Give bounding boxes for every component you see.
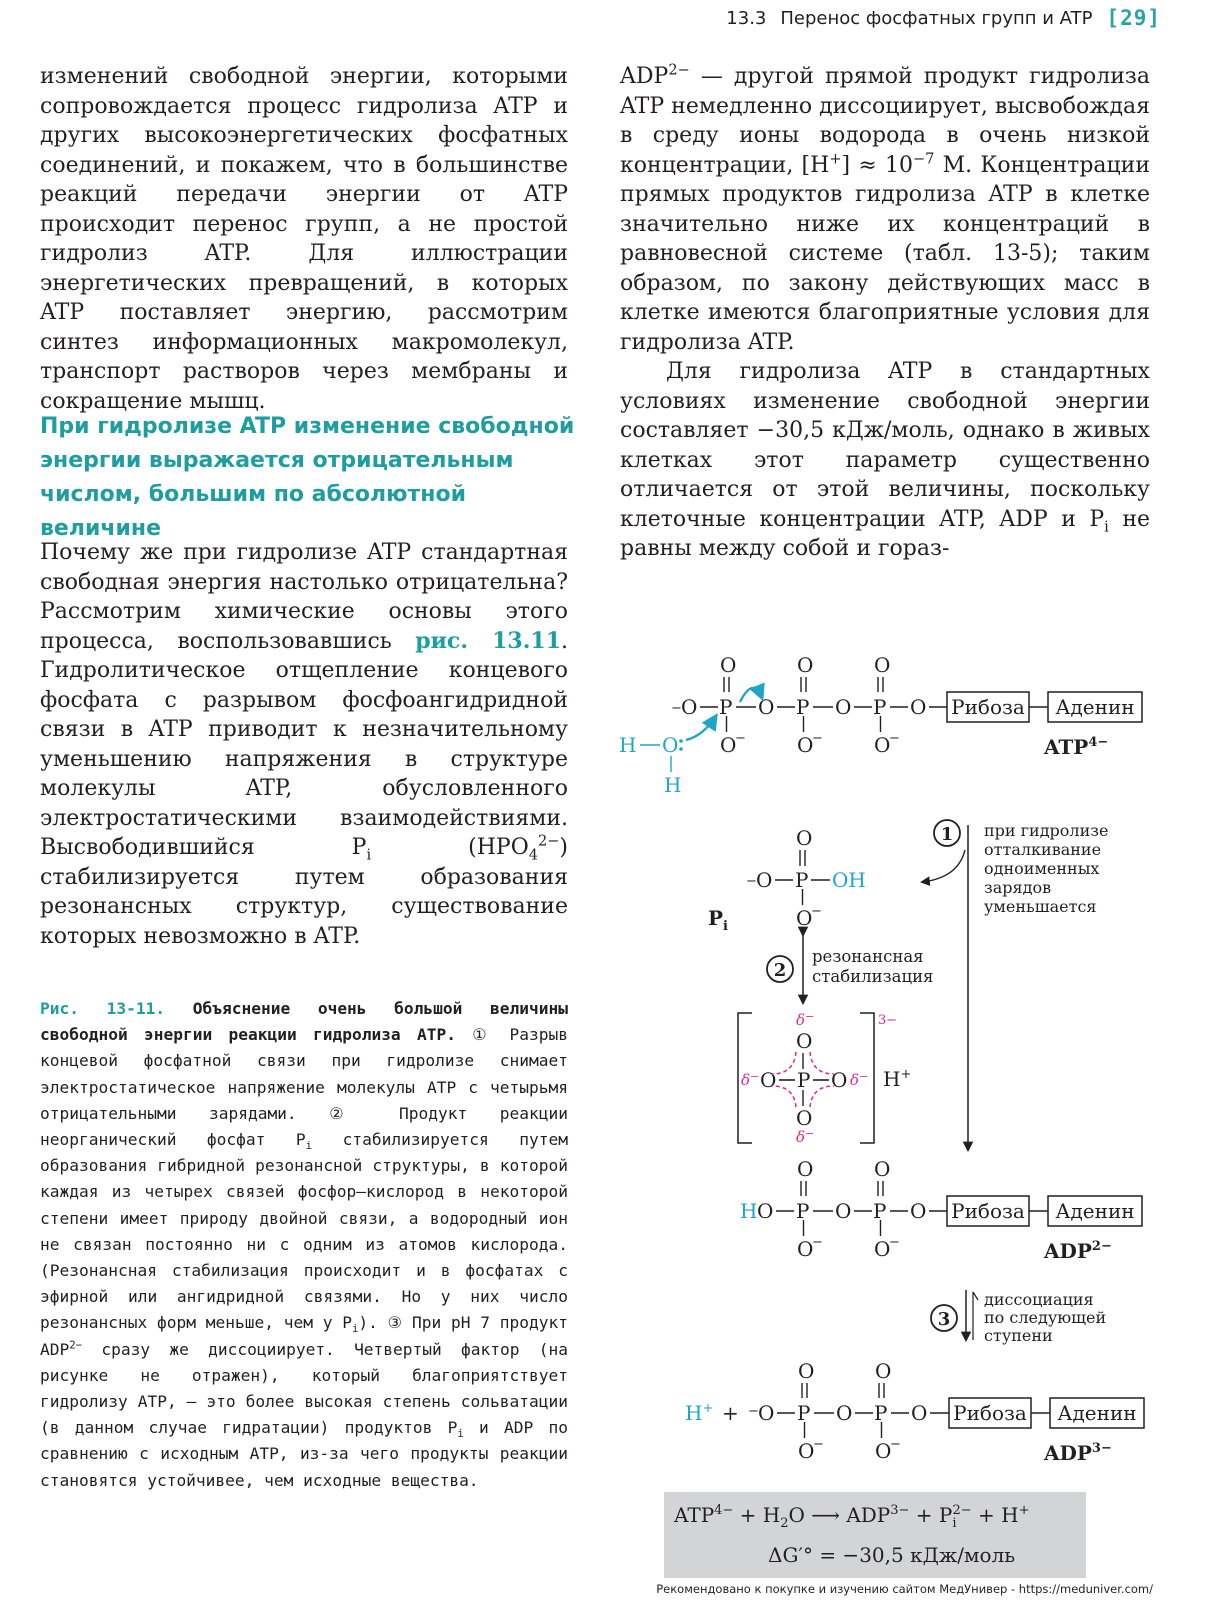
svg-text:δ−: δ− [796, 1127, 815, 1146]
right-p1-text: $ADP^{2-}$ — другой прямой продукт гидролиза ATP немедленно диссоциирует, высвобождая в среду ионы водорода в очень низкой концентрации, $[H^+] \approx 10^{-7}$ M. Концентрации прямых продуктов гидролиза ATP в клетке значительно ниже их концентраций в равновесной системе (табл. 13-5); таким образом, по закону действующих масс в клетке имеются благоприятные условия для гидролиза ATP. [620, 62, 1150, 355]
svg-text:Аденин: Аденин [1055, 1199, 1135, 1223]
section-number: 13.3 [726, 7, 767, 29]
section-title: Перенос фосфатных групп и ATP [780, 7, 1093, 29]
svg-text:O: O [910, 1199, 927, 1223]
atp-structure [619, 653, 1142, 797]
svg-text:ступени: ступени [984, 1326, 1053, 1345]
svg-text:зарядов: зарядов [984, 878, 1052, 897]
svg-text:H: H [619, 733, 637, 757]
svg-text:O: O [835, 695, 852, 719]
svg-text:O: O [875, 1359, 892, 1383]
svg-text:+: + [722, 1401, 739, 1425]
resonance-hybrid [738, 1010, 911, 1146]
svg-text:ADP3−: $ADP^{3-}$ [1044, 1441, 1112, 1465]
svg-text:ADP2−: $ADP^{2-}$ [1044, 1239, 1112, 1263]
caption-label: Рис. 13-11. [40, 999, 166, 1018]
svg-text:−: − [812, 731, 823, 746]
svg-text:O: O [797, 1157, 814, 1181]
pi-structure [708, 826, 866, 934]
left-p1-text: изменений свободной энергии, которыми сопровождается процесс гидролиза ATP и других высокоэнергетических фосфатных соединений, и покажем, что в большинстве реакций передачи энергии от ATP происходит перенос групп, а не простой гидролиз ATP. Для иллюстрации энергетических превращений, в которых ATP поставляет энергию, рассмотрим синтез информационных макромолекул, транспорт растворов через мембраны и сокращение мышц. [40, 64, 568, 414]
svg-text:O: O [798, 1359, 815, 1383]
svg-text:Pi: $P_i$ [708, 906, 728, 934]
svg-text:−: − [735, 731, 746, 746]
left-paragraph-2 [40, 538, 568, 951]
svg-text:P: P [797, 1401, 811, 1425]
svg-text:Аденин: Аденин [1057, 1401, 1137, 1425]
svg-text:O: O [835, 1199, 852, 1223]
svg-text:O: O [797, 653, 814, 677]
adp3-structure [685, 1359, 1144, 1465]
svg-text:O: O [874, 1157, 891, 1181]
svg-text:O: O [756, 868, 773, 892]
svg-text:O: O [758, 1401, 775, 1425]
atp-hydrolysis-figure [600, 640, 1160, 1490]
svg-text:O: O [875, 1439, 892, 1463]
svg-text:O: O [831, 1068, 848, 1092]
svg-text:H: H [664, 773, 682, 797]
svg-text:3−: 3− [878, 1013, 898, 1028]
svg-text:P: P [795, 868, 809, 892]
adenine-label: Аденин [1055, 695, 1135, 719]
equation-line-2: ΔG′° = −30,5 кДж/моль [768, 1543, 1016, 1567]
svg-text:при гидролизе: при гидролизе [984, 821, 1109, 840]
svg-text:H+: H+ [883, 1067, 912, 1091]
svg-text:O: O [758, 695, 775, 719]
svg-text:O: O [796, 1029, 813, 1053]
section-heading: При гидролизе ATP изменение свободной энергии выражается отрицательным числом, большим по абсолютной величине [40, 414, 575, 541]
svg-text:−: − [890, 1437, 901, 1452]
svg-text:δ−: δ− [741, 1070, 760, 1089]
right-p2-text: Для гидролиза ATP в стандартных условиях изменение свободной энергии составляет −30,5 кДж/моль, однако в живых клетках этот параметр существенно отличается от этой величины, поскольку клеточные концентрации ATP, ADP и $P_i$ не равны между собой и гораз- [620, 359, 1150, 561]
svg-text:Рибоза: Рибоза [953, 1401, 1027, 1425]
adp2-structure [740, 1157, 1142, 1263]
equation-line-1: $ATP^{4-} + H_2O$ ⟶ $ADP^{3-} + P_i2- + H^+$ [674, 1503, 1030, 1531]
svg-text:ATP4−: $ATP^{4-}$ [1044, 735, 1109, 759]
svg-text:P: P [796, 695, 810, 719]
svg-text:O: O [911, 1401, 928, 1425]
svg-text:O: O [760, 1068, 777, 1092]
svg-text:O: O [910, 695, 927, 719]
svg-text:уменьшается: уменьшается [984, 897, 1097, 916]
svg-text:−: − [889, 1235, 900, 1250]
svg-text:δ−: δ− [796, 1010, 815, 1029]
svg-text:1: 1 [940, 824, 954, 845]
svg-text:OH: OH [832, 868, 866, 892]
svg-text:O: O [797, 733, 814, 757]
svg-text:O: O [836, 1401, 853, 1425]
svg-text:O: O [798, 1439, 815, 1463]
left-paragraph-1 [40, 62, 568, 416]
ribose-label: Рибоза [951, 695, 1025, 719]
svg-text:O: O [720, 733, 737, 757]
svg-text:стабилизация: стабилизация [812, 967, 934, 986]
figure-caption: Рис. 13-11. Объяснение очень большой величины свободной энергии реакции гидролиза ATP. ① Разрыв концевой фосфатной связи при гидролизе снимает электростатическое напряжение молекулы ATP с четырьмя отрицательными зарядами. ② Продукт реакции неорганический фосфат $P_i$ стабилизируется путем образования гибридной резонансной структуры, в которой каждая из четырех связей фосфор–кислород в некоторой степени имеет природу двойной связи, а водородный ион не связан постоянно ни с одним из атомов кислорода. (Резонансная стабилизация происходит и в фосфатах с эфирной или ангидридной связями. Но у них число резонансных форм меньше, чем у $P_i$). ③ При pH 7 продукт $ADP^{2-}$ сразу же диссоциирует. Четвертый фактор (на рисунке не отражен), который благоприятствует гидролизу ATP, — это более высокая степень сольватации (в данном случае гидратации) продуктов $P_i$ и ADP по сравнению с исходным ATP, из-за чего продукты реакции становятся устойчивее, чем исходные вещества. [40, 999, 569, 1490]
caption-title: Объяснение очень большой величины свободной энергии реакции гидролиза ATP. [40, 999, 569, 1045]
svg-text:O: O [874, 1237, 891, 1261]
overall-equation-box [664, 1492, 1086, 1578]
svg-text:O: O [874, 653, 891, 677]
svg-text:2: 2 [773, 960, 787, 981]
svg-text:−: − [746, 874, 757, 889]
svg-text:Рибоза: Рибоза [951, 1199, 1025, 1223]
svg-text:−: − [671, 701, 682, 716]
svg-text:по следующей: по следующей [984, 1308, 1107, 1327]
svg-text:O: O [796, 826, 813, 850]
svg-text:одноименных: одноименных [984, 859, 1100, 878]
footer-note: Рекомендовано к покупке и изучению сайтом МедУнивер - https://meduniver.com/ [656, 1582, 1153, 1596]
svg-text:O: O [797, 1237, 814, 1261]
page-number: [29] [1106, 6, 1161, 30]
svg-text:P: P [873, 1199, 887, 1223]
svg-text:O: O [796, 1106, 813, 1130]
svg-text:−: − [811, 904, 822, 919]
svg-text:O: O [757, 1199, 774, 1223]
svg-text:O: O [720, 653, 737, 677]
svg-text:диссоциация: диссоциация [984, 1290, 1094, 1309]
svg-text:3: 3 [937, 1309, 951, 1330]
svg-text:O: O [662, 733, 679, 757]
svg-text:P: P [874, 1401, 888, 1425]
left-p2-text: Почему же при гидролизе ATP стандартная свободная энергия настолько отрицательна? Рассмотрим химические основы этого процесса, воспользовавшись рис. 13.11. Гидролитическое отщепление концевого фосфата с разрывом фосфоангидридной связи в ATP приводит к незначительному уменьшению напряжения в структуре молекулы ATP, обусловленного электростатическими взаимодействиями. Высвободившийся $P_i$ $(HPO_4^{2-})$ стабилизируется путем образования резонансных структур, существование которых невозможно в ATP. [40, 540, 568, 949]
svg-text:−: − [889, 731, 900, 746]
svg-text:P: P [873, 695, 887, 719]
svg-text:−: − [813, 1437, 824, 1452]
svg-text:P: P [797, 1068, 811, 1092]
right-paragraph-1 [620, 62, 1150, 564]
svg-text:O: O [681, 695, 698, 719]
svg-text:−: − [748, 1404, 759, 1419]
svg-text:δ−: δ− [850, 1070, 869, 1089]
svg-text:отталкивание: отталкивание [984, 840, 1102, 859]
svg-text:O: O [796, 906, 813, 930]
running-header [726, 6, 1161, 30]
svg-text:O: O [874, 733, 891, 757]
svg-text:P: P [719, 695, 733, 719]
svg-text:P: P [796, 1199, 810, 1223]
svg-text:резонансная: резонансная [812, 947, 924, 966]
svg-text:−: − [812, 1235, 823, 1250]
svg-text:H: H [740, 1199, 758, 1223]
figure-reference-link[interactable]: рис. 13.11 [415, 627, 561, 654]
svg-text:H+: H+ [685, 1401, 714, 1425]
